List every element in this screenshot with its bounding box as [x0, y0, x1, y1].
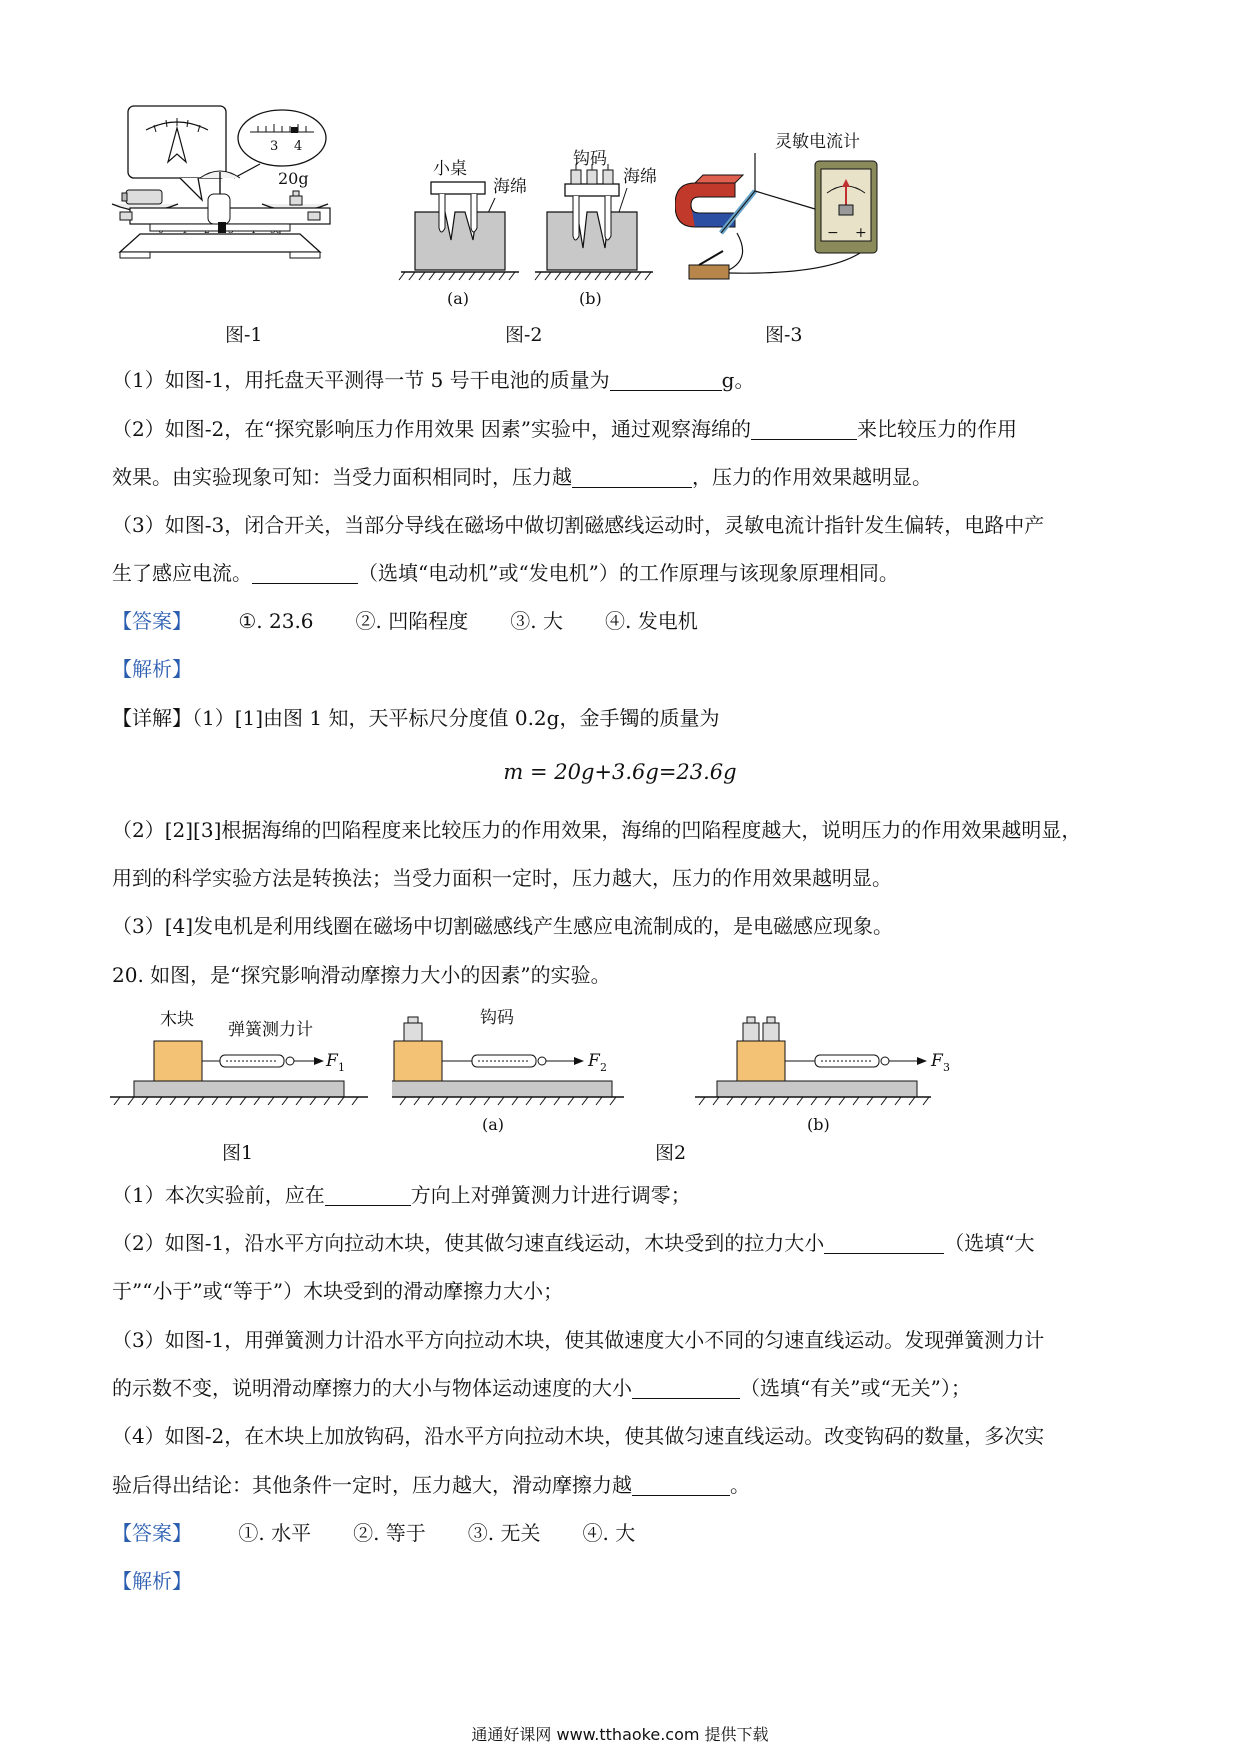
q19-part3-line1: （3）如图-3，闭合开关，当部分导线在磁场中做切割磁感线运动时，灵敏电流计指针发生偏转，电路中产 [112, 513, 1045, 537]
answer-blank[interactable] [751, 417, 857, 440]
svg-text:2: 2 [600, 1061, 607, 1074]
sub-label-b: (b) [807, 1115, 830, 1134]
q19-part2-line1: （2）如图-2，在“探究影响压力作用效果 因素”实验中，通过观察海绵的 来比较压力的作用 [112, 417, 1018, 441]
label-weights: 钩码 [480, 1008, 514, 1028]
label-sponge-b: 海绵 [623, 167, 657, 187]
q20-part2-line1: （2）如图-1，沿水平方向拉动木块，使其做匀速直线运动，木块受到的拉力大小 （选填“大 [112, 1231, 1035, 1255]
sub-label-b: (b) [579, 289, 602, 308]
label-spring: 弹簧测力计 [228, 1020, 313, 1040]
figure-induction [675, 125, 905, 315]
formula-mass: m = 20g+3.6g=23.6g [503, 760, 737, 784]
sub-label-a: (a) [482, 1115, 505, 1134]
ruler-tick-4: 4 [294, 139, 303, 154]
svg-text:−: − [827, 225, 839, 241]
figure-balance [110, 100, 380, 300]
q20-title: 20. 如图，是“探究影响滑动摩擦力大小的因素”的实验。 [112, 963, 611, 987]
q20-fig1-caption: 图1 [222, 1142, 254, 1164]
svg-text:F: F [931, 1051, 943, 1071]
ruler-callout [238, 110, 326, 166]
wood-block [394, 1041, 442, 1081]
q19-detail-3: （3）[4]发电机是利用线圈在磁场中切割磁感线产生感应电流制成的，是电磁感应现象。 [112, 914, 894, 938]
q20-fig2-caption: 图2 [655, 1142, 687, 1164]
switch [689, 265, 729, 279]
fig1-caption: 图-1 [225, 324, 263, 346]
q19-detail-2b: 用到的科学实验方法是转换法；当受力面积一定时，压力越大，压力的作用效果越明显。 [112, 866, 892, 890]
fig3-caption: 图-3 [765, 324, 803, 346]
q19-answer-line: 【答案】 ①. 23.6 ②. 凹陷程度 ③. 大 ④. 发电机 [112, 609, 698, 633]
figure-friction-2a [392, 1005, 657, 1135]
q19-analysis-tag: 【解析】 [112, 657, 192, 681]
svg-text:1: 1 [338, 1061, 345, 1074]
weight-label: 20g [278, 169, 309, 188]
q20-part1: （1）本次实验前，应在 方向上对弹簧测力计进行调零； [112, 1183, 691, 1207]
svg-text:+: + [855, 225, 867, 241]
label-galvanometer: 灵敏电流计 [775, 132, 860, 152]
q20-part4-line1: （4）如图-2，在木块上加放钩码，沿水平方向拉动木块，使其做匀速直线运动。改变钩码的数量，多次实 [112, 1424, 1045, 1448]
svg-text:F: F [588, 1051, 600, 1071]
q20-part2-line2: 于”“小于”或“等于”）木块受到的滑动摩擦力大小； [112, 1279, 564, 1303]
answer-blank[interactable] [252, 561, 358, 584]
q20-part4-line2: 验后得出结论：其他条件一定时，压力越大，滑动摩擦力越 。 [112, 1473, 750, 1497]
q20-analysis-tag: 【解析】 [112, 1569, 192, 1593]
q20-answer-line: 【答案】 ①. 水平 ②. 等于 ③. 无关 ④. 大 [112, 1521, 636, 1545]
svg-text:F: F [326, 1051, 338, 1071]
page-footer: 通通好课网 www.tthaoke.com 提供下载 [471, 1725, 769, 1744]
q19-detail-2a: （2）[2][3]根据海绵的凹陷程度来比较压力的作用效果，海绵的凹陷程度越大，说明压力的作用效果越明显， [112, 818, 1082, 842]
label-table: 小桌 [433, 159, 467, 179]
pointer-callout [128, 106, 226, 178]
svg-text:3: 3 [943, 1061, 950, 1074]
answer-blank[interactable] [572, 465, 692, 488]
q19-part2-line2: 效果。由实验现象可知：当受力面积相同时，压力越 ，压力的作用效果越明显。 [112, 465, 932, 489]
fig2-caption: 图-2 [505, 324, 543, 346]
q19-part1: （1）如图-1，用托盘天平测得一节 5 号干电池的质量为 g。 [112, 368, 755, 392]
figure-sponge [395, 140, 665, 315]
label-sponge-a: 海绵 [493, 177, 527, 197]
answer-blank[interactable] [632, 1376, 740, 1399]
answer-tag: 【答案】 [112, 1521, 192, 1545]
ruler-tick-3: 3 [270, 139, 279, 154]
answer-tag: 【答案】 [112, 609, 192, 633]
figure-friction-1 [110, 1005, 370, 1105]
q20-part3-line1: （3）如图-1，用弹簧测力计沿水平方向拉动木块，使其做速度大小不同的匀速直线运动。发现弹簧测力计 [112, 1328, 1045, 1352]
answer-blank[interactable] [824, 1231, 944, 1254]
label-weights: 钩码 [573, 149, 607, 169]
wood-block [737, 1041, 785, 1081]
q19-detail-1: 【详解】（1）[1]由图 1 知，天平标尺分度值 0.2g，金手镯的质量为 [112, 706, 720, 730]
label-block: 木块 [160, 1010, 194, 1030]
answer-blank[interactable] [632, 1473, 730, 1496]
wood-block [154, 1041, 202, 1081]
sub-label-a: (a) [447, 289, 470, 308]
q19-part3-line2: 生了感应电流。 （选填“电动机”或“发电机”）的工作原理与该现象原理相同。 [112, 561, 899, 585]
q20-part3-line2: 的示数不变，说明滑动摩擦力的大小与物体运动速度的大小 （选填“有关”或“无关”）； [112, 1376, 971, 1400]
battery [126, 190, 162, 204]
answer-blank[interactable] [610, 368, 722, 391]
figure-friction-2b [695, 1005, 960, 1135]
answer-blank[interactable] [325, 1183, 411, 1206]
